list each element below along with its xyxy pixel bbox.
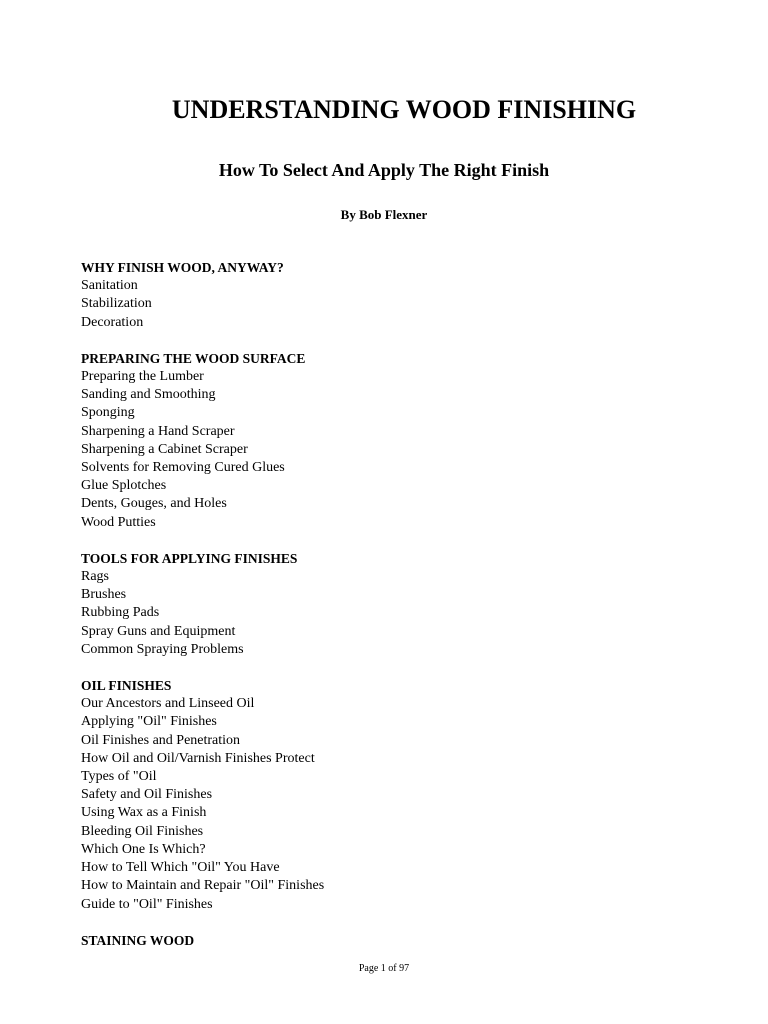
document-subtitle: How To Select And Apply The Right Finish <box>218 160 550 180</box>
toc-item: Preparing the Lumber <box>81 369 204 385</box>
toc-item: Types of "Oil <box>81 769 157 785</box>
toc-item: Rubbing Pads <box>81 605 160 621</box>
toc-item: Safety and Oil Finishes <box>81 787 213 803</box>
toc-section <box>81 350 681 532</box>
document-author: By Bob Flexner <box>340 207 428 222</box>
toc-item: Guide to "Oil" Finishes <box>81 896 213 912</box>
toc-item: Spray Guns and Equipment <box>81 623 236 639</box>
toc-item: Oil Finishes and Penetration <box>81 732 241 748</box>
toc-item: Rags <box>81 569 109 585</box>
toc-section <box>81 550 681 659</box>
toc-section <box>81 677 681 914</box>
toc-item: Dents, Gouges, and Holes <box>81 496 227 512</box>
toc-item-list <box>81 568 681 659</box>
toc-item: Our Ancestors and Linseed Oil <box>81 696 255 712</box>
toc-item: Sponging <box>81 405 135 421</box>
toc-section-heading: TOOLS FOR APPLYING FINISHES <box>81 550 298 566</box>
toc-item: How to Tell Which "Oil" You Have <box>81 860 280 876</box>
toc-item: Brushes <box>81 587 127 603</box>
toc-item: Using Wax as a Finish <box>81 805 207 821</box>
toc-section <box>81 932 681 950</box>
toc-item: How to Maintain and Repair "Oil" Finishes <box>81 878 325 894</box>
toc-item: Common Spraying Problems <box>81 641 244 657</box>
page-number: Page 1 of 97 <box>358 963 410 974</box>
toc-item: Applying "Oil" Finishes <box>81 714 217 730</box>
toc-item-list <box>81 277 681 332</box>
toc-section <box>81 259 681 332</box>
toc-item: Bleeding Oil Finishes <box>81 823 204 839</box>
toc-item: Sharpening a Cabinet Scraper <box>81 441 248 457</box>
toc-item: Wood Putties <box>81 514 156 530</box>
table-of-contents <box>81 259 681 968</box>
toc-section-heading: PREPARING THE WOOD SURFACE <box>81 350 306 366</box>
toc-item-list <box>81 695 681 913</box>
toc-section-heading: STAINING WOOD <box>81 932 195 948</box>
toc-item: Which One Is Which? <box>81 841 206 857</box>
toc-item: Solvents for Removing Cured Glues <box>81 460 285 476</box>
document-title: UNDERSTANDING WOOD FINISHING <box>171 95 637 124</box>
toc-item: How Oil and Oil/Varnish Finishes Protect <box>81 750 315 766</box>
toc-item: Stabilization <box>81 296 152 312</box>
toc-item: Decoration <box>81 314 144 330</box>
toc-item: Sanitation <box>81 278 138 294</box>
toc-section-heading: WHY FINISH WOOD, ANYWAY? <box>81 260 284 275</box>
toc-item: Sanding and Smoothing <box>81 387 216 403</box>
toc-section-heading: OIL FINISHES <box>81 678 172 694</box>
toc-item-list <box>81 368 681 532</box>
toc-item: Glue Splotches <box>81 478 167 494</box>
toc-item: Sharpening a Hand Scraper <box>81 423 235 439</box>
